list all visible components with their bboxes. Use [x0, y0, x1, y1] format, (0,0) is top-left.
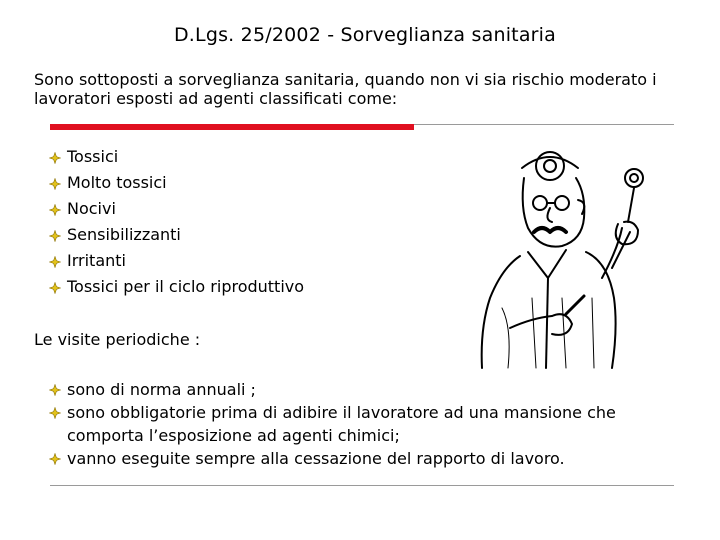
divider-bottom [50, 485, 674, 486]
doctor-illustration [462, 128, 662, 378]
list-item: Sensibilizzanti [34, 222, 434, 248]
star-bullet-icon [49, 453, 61, 465]
star-bullet-icon [49, 178, 61, 190]
visits-heading: Le visite periodiche : [34, 330, 201, 349]
list-item: sono di norma annuali ; [34, 378, 674, 401]
accent-bar [50, 124, 414, 130]
star-bullet-icon [49, 230, 61, 242]
star-bullet-icon [49, 407, 61, 419]
star-bullet-icon [49, 282, 61, 294]
star-bullet-icon [49, 384, 61, 396]
list-item: Tossici per il ciclo riproduttivo [34, 274, 434, 300]
intro-text: Sono sottoposti a sorveglianza sanitaria, quando non vi sia rischio moderato i lavoratori esposti ad agenti classificati come: [34, 70, 657, 108]
star-bullet-icon [49, 256, 61, 268]
visits-list [34, 378, 674, 470]
list-item: Irritanti [34, 248, 434, 274]
list-item: Nocivi [34, 196, 434, 222]
list-item: Tossici [34, 144, 434, 170]
list-item: vanno eseguite sempre alla cessazione del rapporto di lavoro. [34, 447, 674, 470]
star-bullet-icon [49, 152, 61, 164]
star-bullet-icon [49, 204, 61, 216]
list-item: Molto tossici [34, 170, 434, 196]
agents-list [34, 144, 434, 300]
page-title: D.Lgs. 25/2002 - Sorveglianza sanitaria [173, 24, 557, 46]
list-item: sono obbligatorie prima di adibire il lavoratore ad una mansione che comporta l’esposizione ad agenti chimici; [34, 401, 674, 447]
